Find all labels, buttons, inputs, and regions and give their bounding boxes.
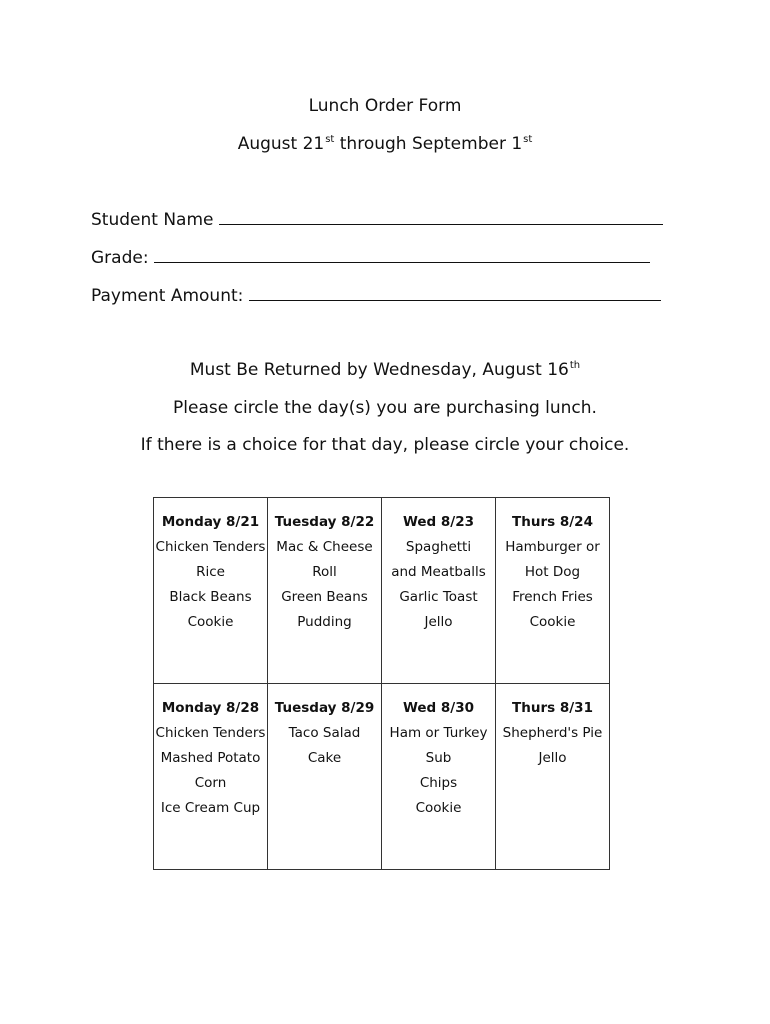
- menu-item: Hot Dog: [524, 564, 581, 580]
- grade-field[interactable]: [91, 246, 650, 269]
- menu-cell-thurs-8-31[interactable]: [496, 684, 610, 870]
- menu-item: Chicken Tenders: [155, 725, 266, 741]
- circle-days-instruction: Please circle the day(s) you are purchasing lunch.: [173, 398, 597, 418]
- menu-item: Chicken Tenders: [155, 539, 266, 555]
- menu-week-2-row: [154, 684, 610, 870]
- circle-choice-instruction: If there is a choice for that day, please circle your choice.: [140, 435, 630, 455]
- day-label: Wed 8/23: [402, 514, 475, 530]
- menu-item: Rice: [196, 564, 225, 580]
- menu-item: Mac & Cheese: [276, 539, 373, 555]
- menu-item: Cookie: [187, 614, 234, 630]
- menu-item: Ham or Turkey: [389, 725, 488, 741]
- payment-amount-field[interactable]: [91, 284, 661, 307]
- menu-item: Roll: [312, 564, 337, 580]
- menu-week-1-row: [154, 498, 610, 684]
- menu-item: Taco Salad: [288, 725, 361, 741]
- payment-amount-line[interactable]: [249, 284, 661, 301]
- menu-item: Pudding: [297, 614, 352, 630]
- menu-item: Cake: [307, 750, 342, 766]
- menu-item: Hamburger or: [505, 539, 600, 555]
- date-range-start-suffix: st: [325, 134, 335, 145]
- menu-item: Corn: [194, 775, 227, 791]
- menu-item: French Fries: [512, 589, 593, 605]
- menu-cell-monday-8-21[interactable]: [154, 498, 268, 684]
- day-label: Wed 8/30: [402, 700, 475, 716]
- student-name-line[interactable]: [219, 208, 663, 225]
- grade-line[interactable]: [154, 246, 650, 263]
- menu-item: Green Beans: [281, 589, 368, 605]
- date-range-start: August 21: [237, 134, 325, 154]
- menu-cell-monday-8-28[interactable]: [154, 684, 268, 870]
- day-label: Monday 8/21: [161, 514, 260, 530]
- payment-amount-label: Payment Amount:: [91, 286, 249, 306]
- menu-item: Spaghetti: [405, 539, 472, 555]
- menu-item: Sub: [425, 750, 452, 766]
- day-label: Monday 8/28: [161, 700, 260, 716]
- menu-item: Cookie: [529, 614, 576, 630]
- date-range-end-suffix: st: [523, 134, 533, 145]
- date-range-middle: through September 1: [334, 134, 523, 154]
- day-label: Thurs 8/24: [512, 514, 593, 530]
- menu-item: Chips: [419, 775, 458, 791]
- return-deadline: [0, 359, 770, 381]
- menu-cell-wed-8-23[interactable]: [382, 498, 496, 684]
- menu-table: [153, 497, 610, 870]
- return-deadline-suffix: th: [569, 360, 581, 371]
- form-title: Lunch Order Form: [308, 96, 462, 116]
- grade-label: Grade:: [91, 248, 154, 268]
- menu-item: Jello: [424, 614, 453, 630]
- menu-item: Jello: [538, 750, 567, 766]
- day-label: Tuesday 8/22: [274, 514, 375, 530]
- menu-cell-wed-8-30[interactable]: [382, 684, 496, 870]
- return-deadline-text: Must Be Returned by Wednesday, August 16: [189, 360, 569, 380]
- day-label: Tuesday 8/29: [274, 700, 375, 716]
- menu-item: Mashed Potato: [160, 750, 261, 766]
- student-name-label: Student Name: [91, 210, 219, 230]
- menu-cell-thurs-8-24[interactable]: [496, 498, 610, 684]
- menu-item: Cookie: [415, 800, 462, 816]
- student-name-field[interactable]: [91, 208, 663, 231]
- menu-cell-tuesday-8-29[interactable]: [268, 684, 382, 870]
- date-range: [0, 133, 770, 155]
- day-label: Thurs 8/31: [512, 700, 593, 716]
- menu-cell-tuesday-8-22[interactable]: [268, 498, 382, 684]
- menu-item: Ice Cream Cup: [160, 800, 261, 816]
- menu-item: Black Beans: [169, 589, 252, 605]
- menu-item: Garlic Toast: [399, 589, 478, 605]
- menu-item: Shepherd's Pie: [502, 725, 603, 741]
- menu-item: and Meatballs: [391, 564, 486, 580]
